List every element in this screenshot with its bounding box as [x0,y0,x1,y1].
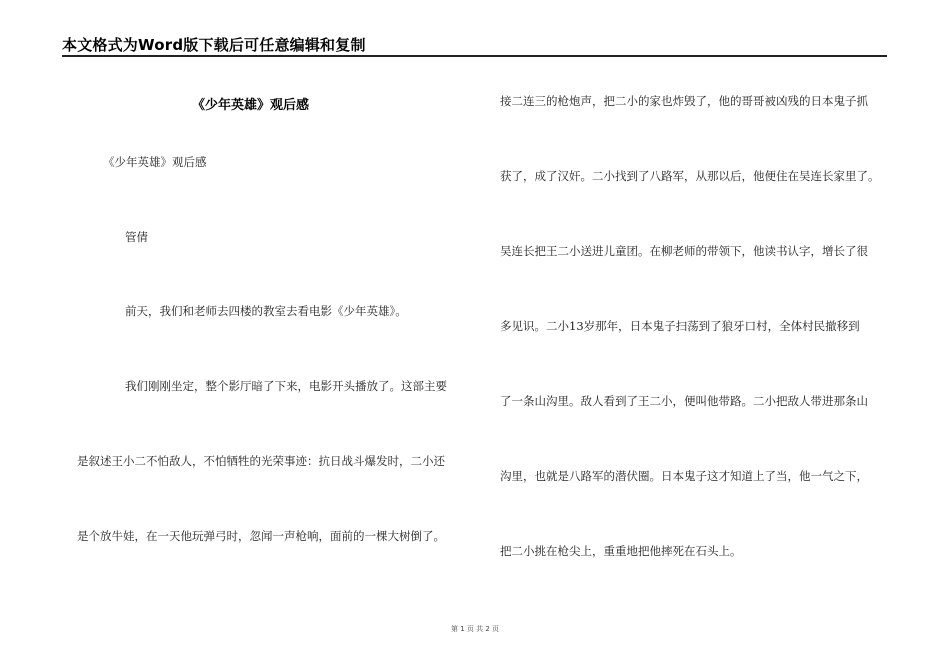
right-line-4: 多见识。二小13岁那年，日本鬼子扫荡到了狼牙口村，全体村民撤移到 [500,319,860,333]
page-footer: 第 1 页 共 2 页 [450,625,500,633]
right-line-1: 接二连三的枪炮声，把二小的家也炸毁了，他的哥哥被凶残的日本鬼子抓 [500,94,868,108]
left-line-1: 前天，我们和老师去四楼的教室去看电影《少年英雄》。 [125,304,407,318]
right-line-6: 沟里，也就是八路军的潜伏圈。日本鬼子这才知道上了当，他一气之下， [500,469,868,483]
left-line-subtitle: 《少年英雄》观后感 [103,155,207,169]
right-line-3: 吴连长把王二小送进儿童团。在柳老师的带领下，他读书认字，增长了很 [500,244,868,258]
document-title: 《少年英雄》观后感 [192,98,310,113]
left-line-2: 我们刚刚坐定，整个影厅暗了下来，电影开头播放了。这部主要 [125,379,447,393]
right-line-7: 把二小挑在枪尖上，重重地把他摔死在石头上。 [500,544,742,558]
left-line-3: 是叙述王小二不怕敌人，不怕牺牲的光荣事迹：抗日战斗爆发时，二小还 [77,454,445,468]
header-title: 本文格式为Word版下载后可任意编辑和复制 [62,36,366,54]
left-line-4: 是个放牛娃，在一天他玩弹弓时，忽闻一声枪响，面前的一棵大树倒了。 [77,529,445,543]
header-divider [62,55,887,57]
left-line-author: 管倩 [125,230,148,244]
right-line-5: 了一条山沟里。敌人看到了王二小，便叫他带路。二小把敌人带进那条山 [500,394,868,408]
right-line-2: 获了，成了汉奸。二小找到了八路军，从那以后，他便住在吴连长家里了。 [500,169,880,183]
